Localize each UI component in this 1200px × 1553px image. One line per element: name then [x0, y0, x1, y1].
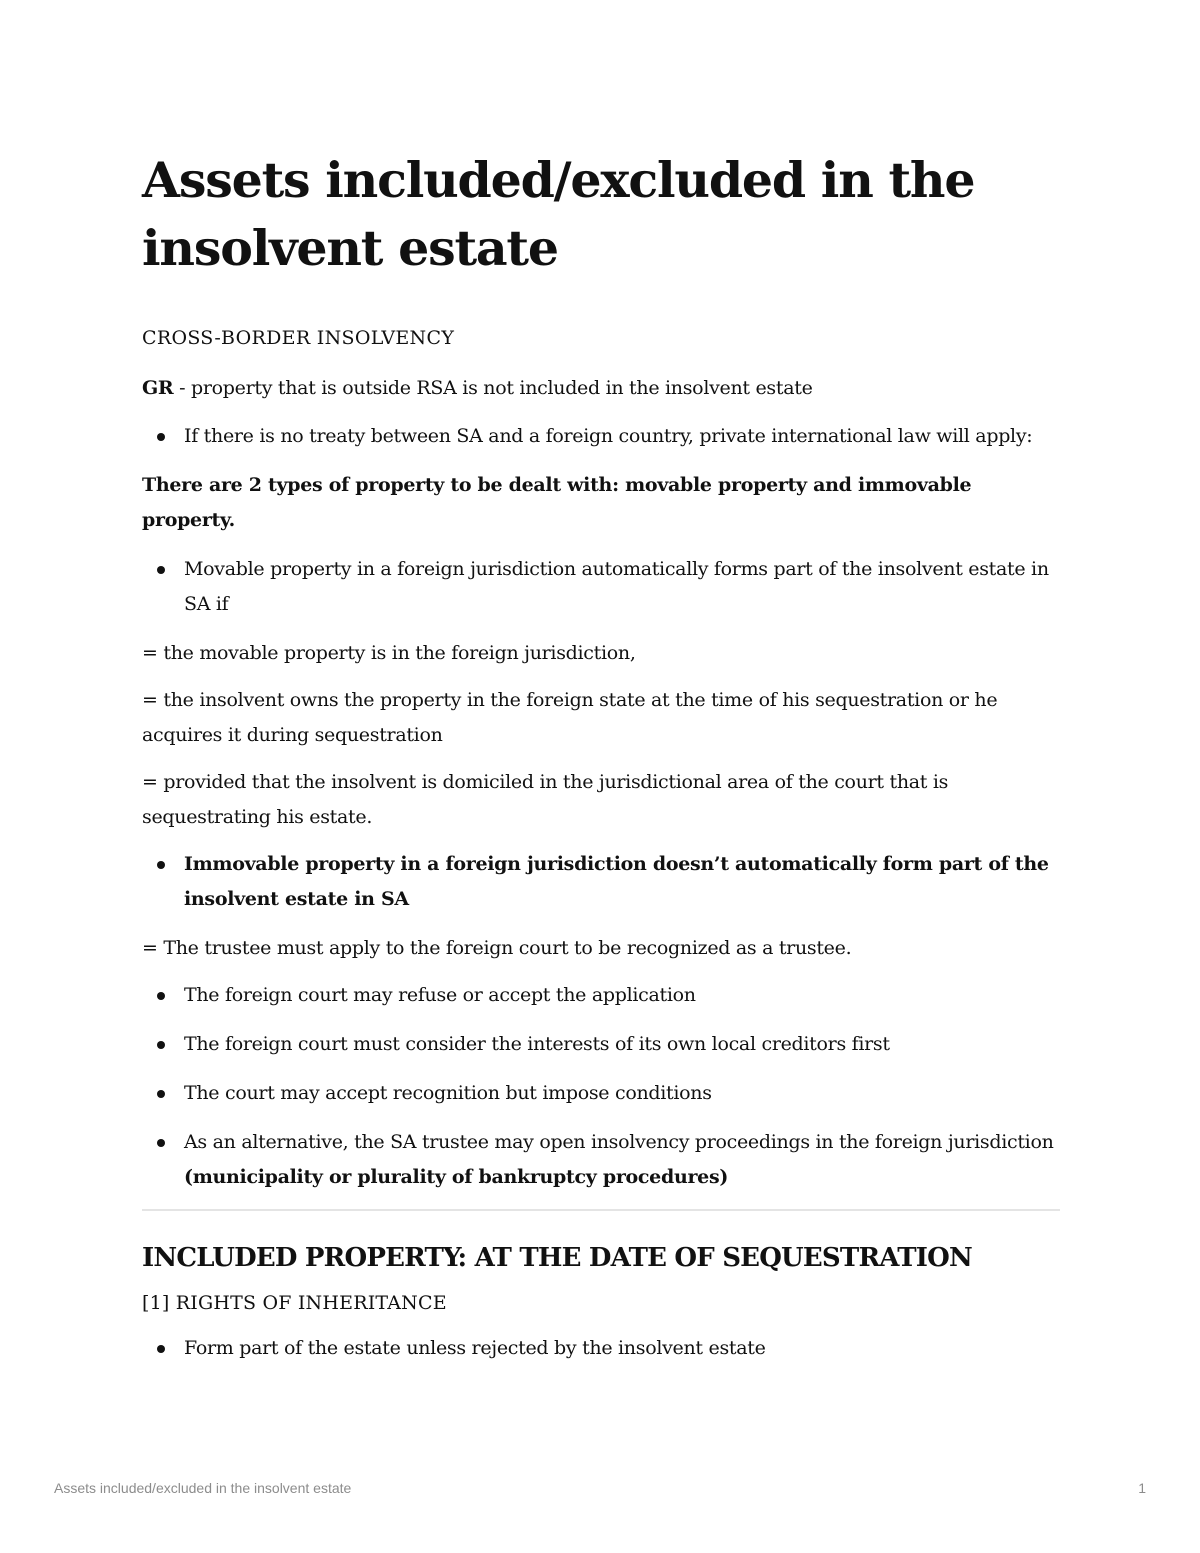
court-list	[142, 978, 1060, 1195]
list-item	[142, 419, 1060, 454]
gr-text: - property that is outside RSA is not included in the insolvent estate	[173, 377, 813, 399]
section-divider	[142, 1209, 1060, 1211]
footer-page-number: 1	[1138, 1480, 1146, 1496]
list-item-text: Immovable property in a foreign jurisdiction doesn’t automatically form part of the insolvent estate in SA	[184, 853, 1049, 910]
list-item	[142, 847, 1060, 917]
condition-paragraph-1: = the movable property is in the foreign jurisdiction,	[142, 642, 636, 664]
list-item	[142, 1125, 1060, 1195]
property-types-paragraph: There are 2 types of property to be dealt with: movable property and immovable property.	[142, 474, 972, 531]
list-item-text: Form part of the estate unless rejected by the insolvent estate	[184, 1337, 766, 1359]
section-heading-included-property: INCLUDED PROPERTY: AT THE DATE OF SEQUESTRATION	[142, 1243, 972, 1273]
trustee-paragraph: = The trustee must apply to the foreign court to be recognized as a trustee.	[142, 937, 852, 959]
bullet-icon	[157, 1139, 165, 1147]
bullet-icon	[157, 566, 165, 574]
condition-paragraph-2: = the insolvent owns the property in the foreign state at the time of his sequestration or he acquires it during sequestration	[142, 689, 998, 746]
subsection-label-inheritance	[142, 1287, 1060, 1319]
bullet-icon	[157, 1345, 165, 1353]
immovable-list	[142, 847, 1060, 917]
movable-list	[142, 552, 1060, 622]
subsection-number: [1]	[142, 1292, 170, 1314]
bullet-icon	[157, 861, 165, 869]
list-item-text: If there is no treaty between SA and a foreign country, private international law will apply:	[184, 425, 1033, 447]
section-label-cross-border: CROSS-BORDER INSOLVENCY	[142, 327, 455, 349]
list-item-text: The foreign court may refuse or accept the application	[184, 984, 696, 1006]
list-item	[142, 1076, 1060, 1111]
subsection-title: RIGHTS OF INHERITANCE	[175, 1292, 447, 1314]
condition-paragraph-3: = provided that the insolvent is domiciled in the jurisdictional area of the court that is sequestrating his estate.	[142, 771, 949, 828]
bullet-icon	[157, 992, 165, 1000]
treaty-list	[142, 419, 1060, 454]
list-item	[142, 1027, 1060, 1062]
bullet-icon	[157, 1090, 165, 1098]
list-item-text: As an alternative, the SA trustee may open insolvency proceedings in the foreign jurisdiction	[184, 1131, 1054, 1153]
bullet-icon	[157, 1041, 165, 1049]
document-body	[142, 146, 1060, 1380]
inheritance-list	[142, 1331, 1060, 1366]
bullet-icon	[157, 433, 165, 441]
footer-title: Assets included/excluded in the insolvent estate	[54, 1480, 352, 1496]
list-item-text: The foreign court must consider the interests of its own local creditors first	[184, 1033, 890, 1055]
list-item-bold-text: (municipality or plurality of bankruptcy procedures)	[184, 1166, 729, 1188]
page-title: Assets included/excluded in the insolvent estate	[142, 151, 975, 277]
list-item-text: The court may accept recognition but impose conditions	[184, 1082, 712, 1104]
list-item	[142, 552, 1060, 622]
general-rule-paragraph	[142, 371, 1060, 406]
list-item	[142, 978, 1060, 1013]
list-item-text: Movable property in a foreign jurisdiction automatically forms part of the insolvent estate in SA if	[184, 558, 1049, 615]
gr-prefix: GR	[142, 377, 174, 399]
list-item	[142, 1331, 1060, 1366]
